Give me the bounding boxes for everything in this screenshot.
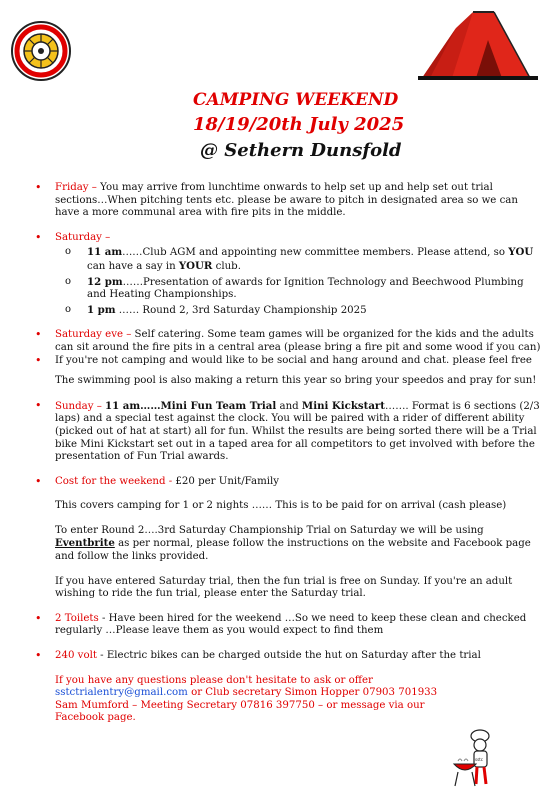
list-item-sunday: • Sunday – 11 am……Mini Fun Team Trial and Mini Kickstart……. Format is 6 sections (2/3 laps) and a special test against the clock. You will be paired with a rider of different ability (picked out of hat at start) all for fun. Whilst the results are being sorted there will be a Trial bike Mini Kickstart set out in a taped area for all competitors to get involved with before the presentation of Fun Trial awards. [35, 398, 540, 463]
bullet-icon: • [35, 398, 42, 412]
bullet-icon: • [35, 611, 42, 625]
saturday-sub-item: o 11 am……Club AGM and appointing new committee members. Please attend, so YOU can have a say in YOUR club. [65, 246, 534, 272]
title-dates: 18/19/20th July 2025 [193, 114, 405, 135]
circle-bullet-icon: o [65, 246, 72, 258]
list-item-saturday-eve: • Saturday eve – Self catering. Some team games will be organized for the kids and the adults can sit around the fire pits in a central area (please bring a fire pit and some wood if you can) [35, 328, 541, 353]
list-item-240-volt: • 240 volt - Electric bikes can be charged outside the hut on Saturday after the trial [35, 649, 481, 663]
title-venue: @ Sethern Dunsfold [200, 140, 402, 161]
friday-text: You may arrive from lunchtime onwards to help set up and help set out trial sections…When pitching tents etc. please be aware to pitch in designated area so we can have a more communal area with fire pits in the middle. [55, 182, 518, 219]
circle-bullet-icon: o [65, 275, 72, 287]
bullet-icon: • [35, 328, 42, 342]
bullet-icon: • [35, 474, 42, 488]
chef-apron-label: sstc [475, 757, 483, 762]
contact-block: If you have any questions please don't hesitate to ask or offer sstctrialentry@gmail.com or Club secretary Simon Hopper 07903 701933 Sam Mumford – Meeting Secretary 07816 397750 – or message via our Facebook page. [55, 674, 438, 724]
fun-trial-note: If you have entered Saturday trial, then the fun trial is free on Sunday. If you're an adult wishing to ride the fun trial, please enter the Saturday trial. [55, 575, 513, 600]
list-item-friday [35, 182, 545, 220]
club-logo [10, 20, 72, 82]
friday-label: Friday – [55, 182, 97, 193]
bullet-icon: • [35, 181, 42, 194]
list-item-saturday [35, 232, 545, 245]
bullet-icon: • [35, 230, 42, 244]
document-body [35, 182, 545, 725]
bullet-icon: • [35, 649, 42, 663]
circle-bullet-icon: o [65, 303, 72, 315]
eventbrite-link[interactable]: Eventbrite [55, 537, 115, 550]
title-camping-weekend: CAMPING WEEKEND [193, 90, 399, 110]
enter-note: To enter Round 2….3rd Saturday Championship Trial on Saturday we will be using Eventbrite as per normal, please follow the instructions on the website and Facebook page and follow the links provided. [55, 524, 531, 563]
saturday-label: Saturday – [55, 231, 111, 243]
saturday-sub-item: o 12 pm……Presentation of awards for Ignition Technology and Beechwood Plumbing and Heating Championships. [65, 275, 524, 301]
list-item-not-camping: • If you're not camping and would like to be social and hang around and chat. please feel free [35, 353, 532, 367]
chef-bbq-icon [450, 728, 498, 790]
email-link[interactable]: sstctrialentry@gmail.com [55, 687, 188, 699]
pool-note: The swimming pool is also making a return this year so bring your speedos and pray for sun! [55, 375, 537, 387]
tent-icon [418, 6, 543, 82]
list-item-cost: • Cost for the weekend - £20 per Unit/Family [35, 474, 280, 488]
saturday-sub-item: o 1 pm …… Round 2, 3rd Saturday Championship 2025 [65, 303, 367, 316]
list-item-toilets: • 2 Toilets - Have been hired for the weekend …So we need to keep these clean and checked regularly …Please leave them as you would expect to find them [35, 611, 527, 637]
covers-note: This covers camping for 1 or 2 nights …… This is to be paid for on arrival (cash please) [55, 500, 507, 512]
bullet-icon: • [35, 353, 42, 367]
